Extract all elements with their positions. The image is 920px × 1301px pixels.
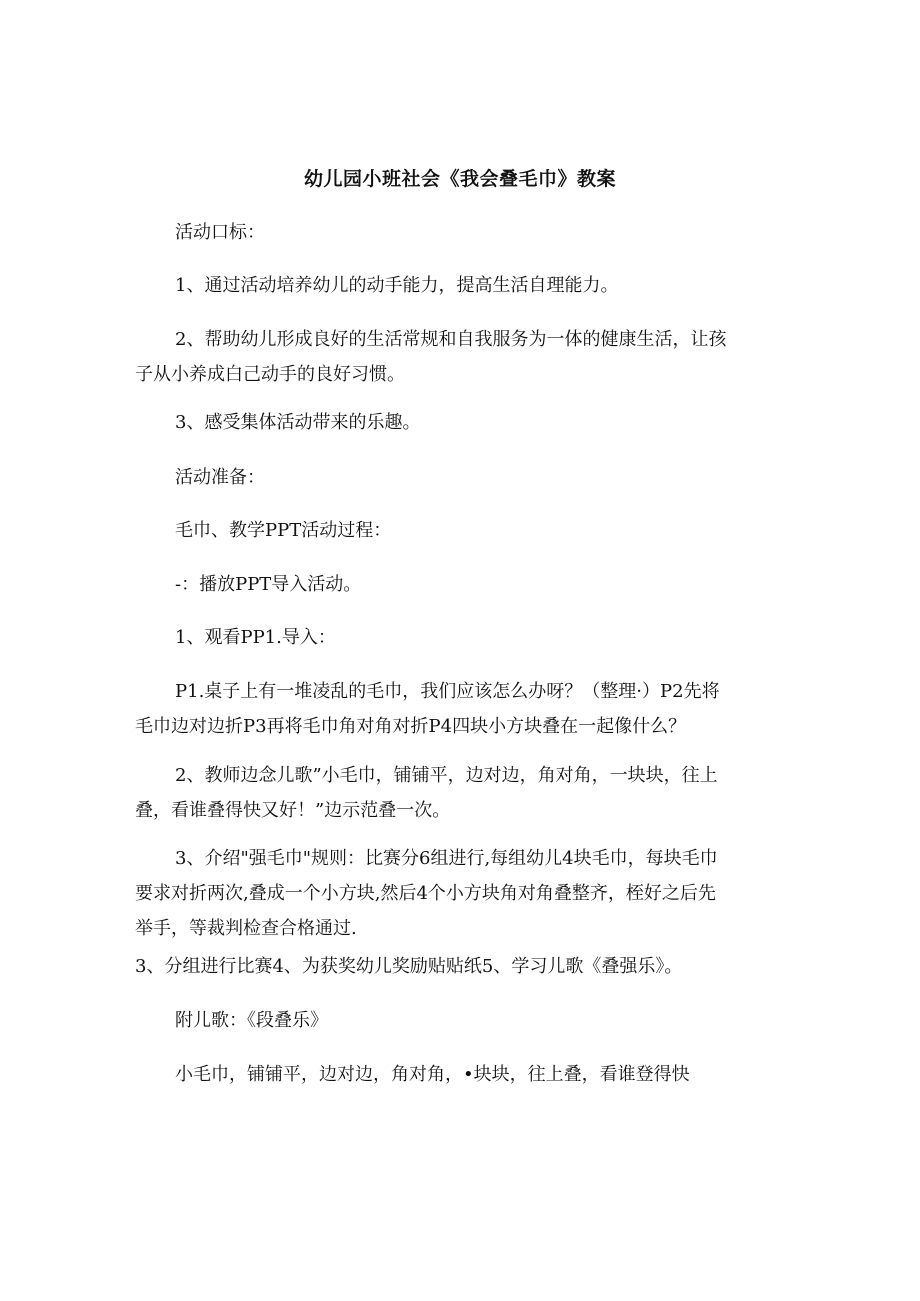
goal-item-2 [135, 322, 790, 392]
paragraph-line: 活动准备： [175, 467, 265, 488]
paragraph-line: 子从小养成白己动手的良好习惯。 [135, 364, 405, 385]
paragraph-line: -：播放PPT导入活动。 [175, 574, 362, 595]
paragraph-line: 毛巾边对边折P3再将毛巾角对角对折P4四块小方块叠在一起像什么？ [135, 716, 687, 737]
competition-steps [135, 949, 790, 984]
goal-item-3 [135, 405, 790, 440]
paragraph-line: 举手，等裁判检查合格通过. [135, 918, 357, 939]
step-2-teacher-demo [135, 758, 790, 828]
step-intro [135, 567, 790, 602]
paragraph-line: 3、介绍"强毛巾"规则：比赛分6组进行,每组幼儿4块毛巾，每块毛巾 [175, 848, 718, 869]
paragraph-line: 叠，看谁叠得快又好！”边示范叠一次。 [135, 800, 451, 821]
materials-and-process [135, 513, 790, 548]
goals-heading [135, 215, 790, 250]
paragraph-line: 1、通过活动培养幼儿的动手能力，提高生活自理能力。 [175, 275, 619, 296]
paragraph-line: P1.桌子上有一堆凌乱的毛巾，我们应该怎么办呀？（整理·）P2先将 [175, 681, 720, 702]
paragraph-line: 活动口标： [175, 222, 265, 243]
preparation-heading [135, 460, 790, 495]
step-1-watch [135, 620, 790, 655]
song-heading [135, 1003, 790, 1038]
paragraph-line: 1、观看PP1.导入： [175, 627, 336, 648]
ppt-slides-description [135, 674, 790, 744]
goal-item-1 [135, 268, 790, 303]
document-title: 幼儿园小班社会《我会叠毛巾》教案 [303, 168, 616, 190]
paragraph-line: 2、教师边念儿歌”小毛巾，铺铺平，边对边，角对角，一块块，往上 [175, 765, 718, 786]
paragraph-line: 要求对折两次,叠成一个小方块,然后4个小方块角对角叠整齐，桎好之后先 [135, 883, 716, 904]
paragraph-line: 3、分组进行比赛4、为获奖幼儿奖励贴贴纸5、学习儿歌《叠强乐》。 [135, 956, 683, 977]
paragraph-line: 小毛巾，铺铺平，边对边，角对角，•块块，往上叠，看谁登得快 [175, 1064, 690, 1085]
paragraph-line: 附儿歌：《段叠乐》 [175, 1010, 328, 1031]
paragraph-line: 2、帮助幼儿形成良好的生活常规和自我服务为一体的健康生活，让孩 [175, 329, 727, 350]
paragraph-line: 3、感受集体活动带来的乐趣。 [175, 412, 421, 433]
song-lyrics [135, 1057, 790, 1092]
step-3-rules [135, 841, 790, 946]
paragraph-line: 毛巾、教学PPT活动过程： [175, 520, 392, 541]
